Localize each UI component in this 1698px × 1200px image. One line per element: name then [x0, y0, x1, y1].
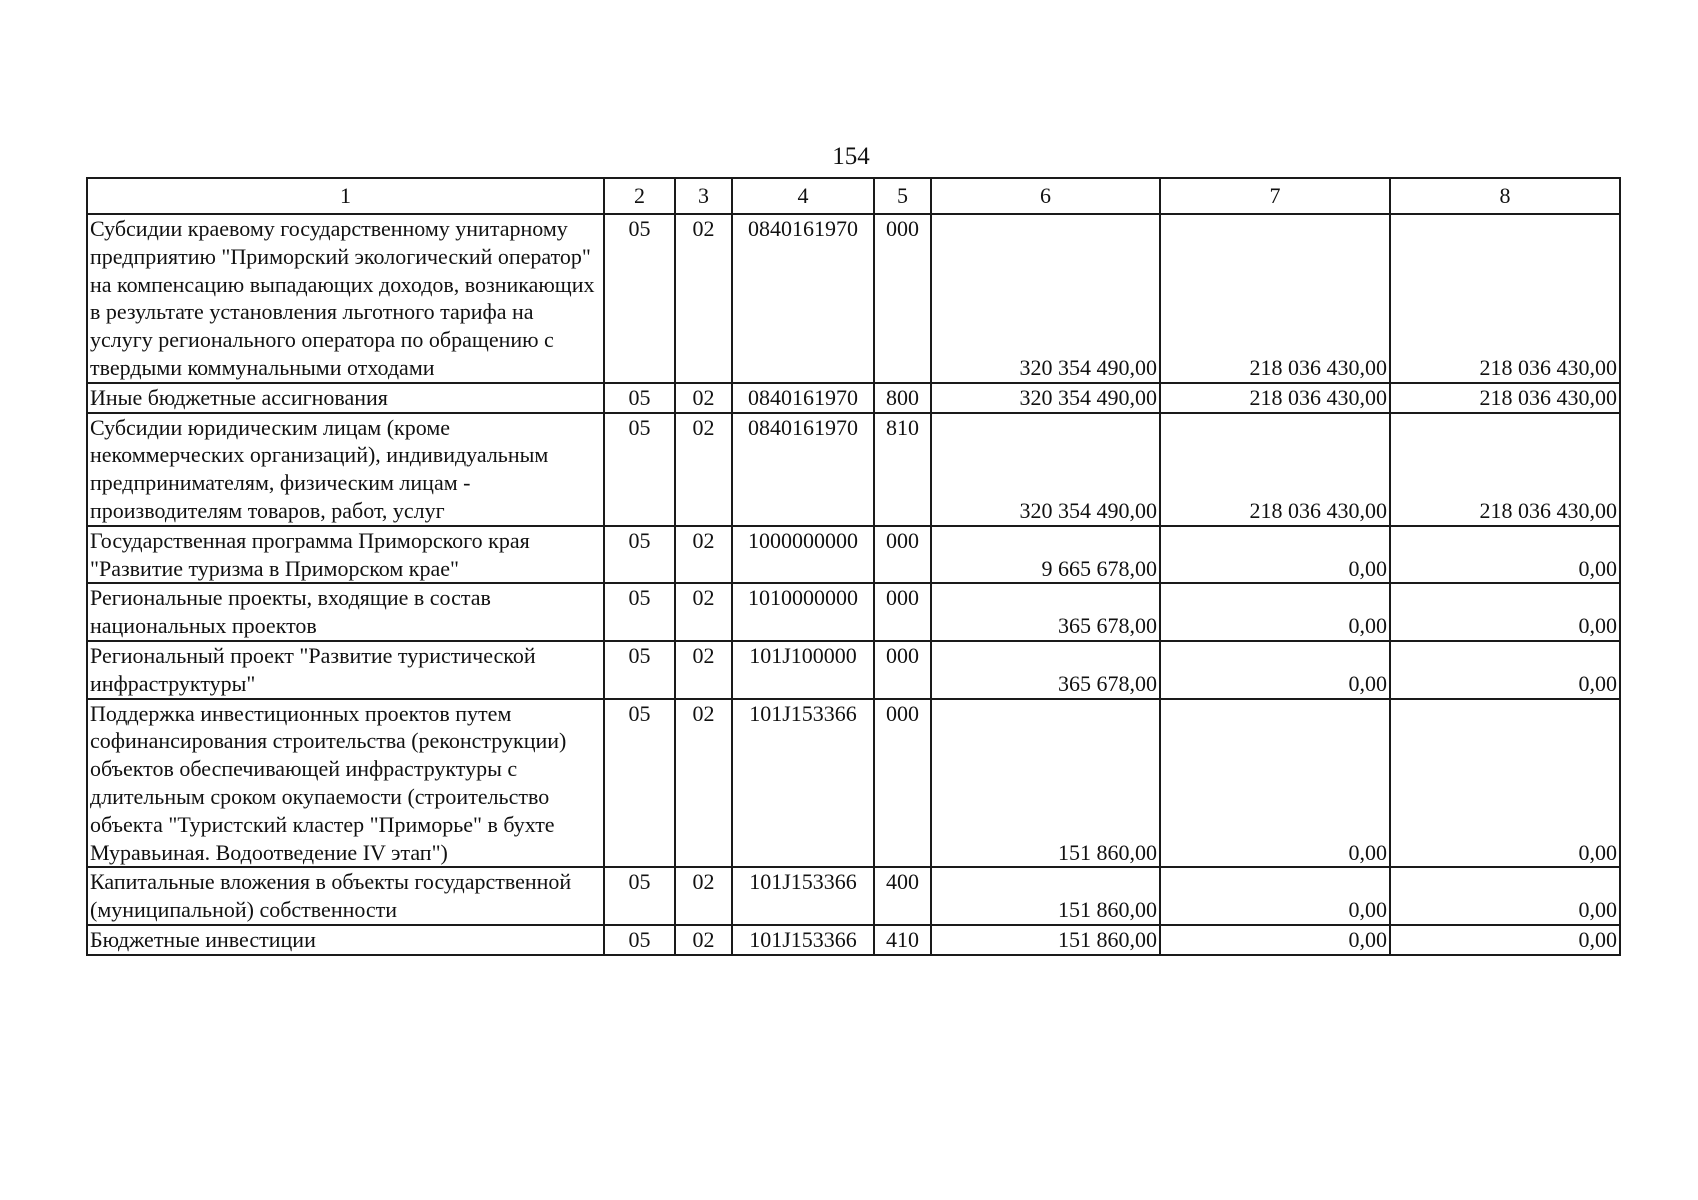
subsection-code: 02 — [675, 413, 732, 526]
row-name: Субсидии юридическим лицам (кроме некоммерческих организаций), индивидуальным предпринимателям, физическим лицам - производителям товаров, работ, услуг — [87, 413, 604, 526]
column-header-7: 7 — [1160, 178, 1390, 214]
row-name: Бюджетные инвестиции — [87, 925, 604, 955]
column-header-2: 2 — [604, 178, 675, 214]
table-row — [87, 867, 1620, 925]
amount-col-6: 320 354 490,00 — [931, 413, 1160, 526]
amount-col-7: 0,00 — [1160, 925, 1390, 955]
subsection-code: 02 — [675, 526, 732, 584]
target-article-code: 101J153366 — [732, 867, 874, 925]
column-header-5: 5 — [874, 178, 931, 214]
amount-col-7: 0,00 — [1160, 867, 1390, 925]
amount-col-6: 151 860,00 — [931, 867, 1160, 925]
section-code: 05 — [604, 699, 675, 868]
subsection-code: 02 — [675, 925, 732, 955]
table-row — [87, 641, 1620, 699]
target-article-code: 101J100000 — [732, 641, 874, 699]
subsection-code: 02 — [675, 583, 732, 641]
amount-col-8: 218 036 430,00 — [1390, 383, 1620, 413]
amount-col-8: 0,00 — [1390, 641, 1620, 699]
amount-col-6: 151 860,00 — [931, 925, 1160, 955]
expense-type-code: 400 — [874, 867, 931, 925]
table-row — [87, 925, 1620, 955]
amount-col-6: 320 354 490,00 — [931, 383, 1160, 413]
table-row — [87, 583, 1620, 641]
target-article-code: 0840161970 — [732, 214, 874, 383]
expense-type-code: 410 — [874, 925, 931, 955]
section-code: 05 — [604, 526, 675, 584]
amount-col-8: 218 036 430,00 — [1390, 214, 1620, 383]
table-row — [87, 214, 1620, 383]
table-row — [87, 699, 1620, 868]
column-header-6: 6 — [931, 178, 1160, 214]
section-code: 05 — [604, 925, 675, 955]
table-row — [87, 526, 1620, 584]
row-name: Капитальные вложения в объекты государственной (муниципальной) собственности — [87, 867, 604, 925]
expense-type-code: 000 — [874, 214, 931, 383]
page-number: 154 — [832, 143, 870, 170]
target-article-code: 101J153366 — [732, 925, 874, 955]
subsection-code: 02 — [675, 214, 732, 383]
column-header-4: 4 — [732, 178, 874, 214]
row-name: Субсидии краевому государственному унитарному предприятию "Приморский экологический оператор" на компенсацию выпадающих доходов, возникающих в результате установления льготного тарифа на услугу регионального оператора по обращению с твердыми коммунальными отходами — [87, 214, 604, 383]
target-article-code: 1000000000 — [732, 526, 874, 584]
target-article-code: 0840161970 — [732, 413, 874, 526]
budget-table — [86, 177, 1621, 956]
row-name: Государственная программа Приморского края "Развитие туризма в Приморском крае" — [87, 526, 604, 584]
row-name: Региональные проекты, входящие в состав национальных проектов — [87, 583, 604, 641]
column-header-3: 3 — [675, 178, 732, 214]
section-code: 05 — [604, 383, 675, 413]
subsection-code: 02 — [675, 641, 732, 699]
subsection-code: 02 — [675, 383, 732, 413]
subsection-code: 02 — [675, 867, 732, 925]
section-code: 05 — [604, 214, 675, 383]
row-name: Поддержка инвестиционных проектов путем софинансирования строительства (реконструкции) объектов обеспечивающей инфраструктуры с длительным сроком окупаемости (строительство объекта "Туристский кластер "Приморье" в бухте Муравьиная. Водоотведение IV этап") — [87, 699, 604, 868]
row-name: Иные бюджетные ассигнования — [87, 383, 604, 413]
amount-col-6: 365 678,00 — [931, 641, 1160, 699]
target-article-code: 101J153366 — [732, 699, 874, 868]
amount-col-8: 0,00 — [1390, 925, 1620, 955]
amount-col-8: 0,00 — [1390, 867, 1620, 925]
amount-col-8: 0,00 — [1390, 699, 1620, 868]
section-code: 05 — [604, 413, 675, 526]
section-code: 05 — [604, 641, 675, 699]
expense-type-code: 000 — [874, 583, 931, 641]
amount-col-7: 0,00 — [1160, 583, 1390, 641]
expense-type-code: 000 — [874, 699, 931, 868]
table-header-row — [87, 178, 1620, 214]
amount-col-8: 0,00 — [1390, 526, 1620, 584]
amount-col-8: 218 036 430,00 — [1390, 413, 1620, 526]
amount-col-7: 0,00 — [1160, 526, 1390, 584]
amount-col-7: 218 036 430,00 — [1160, 383, 1390, 413]
column-header-8: 8 — [1390, 178, 1620, 214]
column-header-1: 1 — [87, 178, 604, 214]
amount-col-7: 218 036 430,00 — [1160, 413, 1390, 526]
expense-type-code: 800 — [874, 383, 931, 413]
table-row — [87, 383, 1620, 413]
amount-col-8: 0,00 — [1390, 583, 1620, 641]
subsection-code: 02 — [675, 699, 732, 868]
amount-col-6: 151 860,00 — [931, 699, 1160, 868]
target-article-code: 0840161970 — [732, 383, 874, 413]
expense-type-code: 810 — [874, 413, 931, 526]
amount-col-7: 0,00 — [1160, 699, 1390, 868]
expense-type-code: 000 — [874, 641, 931, 699]
row-name: Региональный проект "Развитие туристической инфраструктуры" — [87, 641, 604, 699]
section-code: 05 — [604, 867, 675, 925]
amount-col-7: 218 036 430,00 — [1160, 214, 1390, 383]
section-code: 05 — [604, 583, 675, 641]
amount-col-7: 0,00 — [1160, 641, 1390, 699]
target-article-code: 1010000000 — [732, 583, 874, 641]
table-row — [87, 413, 1620, 526]
amount-col-6: 365 678,00 — [931, 583, 1160, 641]
amount-col-6: 9 665 678,00 — [931, 526, 1160, 584]
amount-col-6: 320 354 490,00 — [931, 214, 1160, 383]
expense-type-code: 000 — [874, 526, 931, 584]
